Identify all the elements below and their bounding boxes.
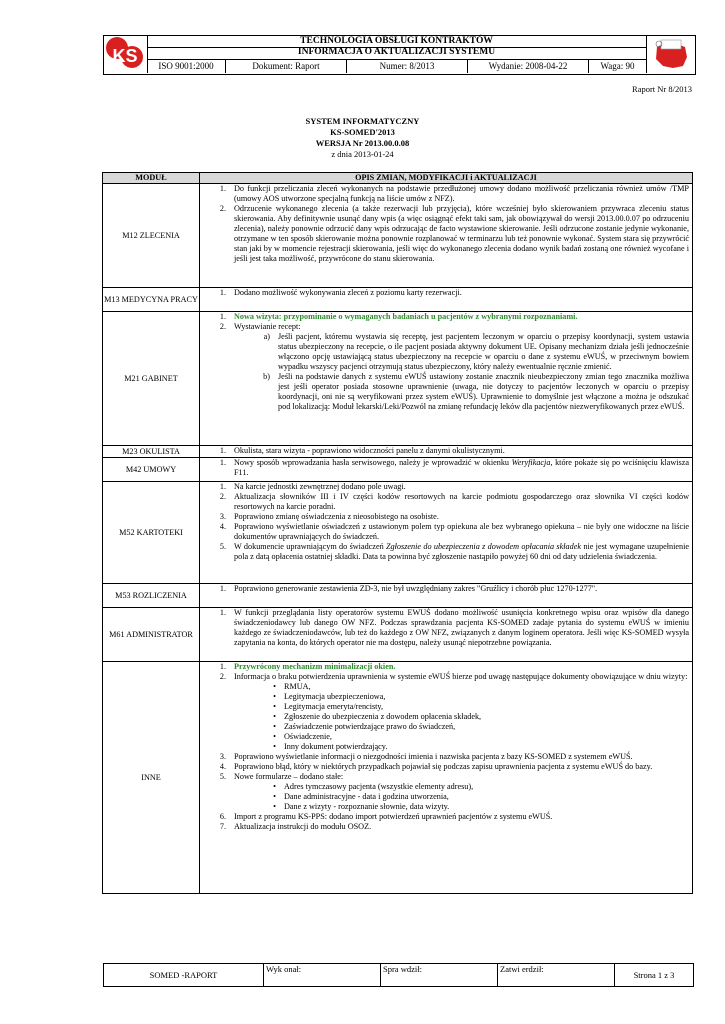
list-item: Nowa wizyta: przypominanie o wymaganych badaniach u pacjentów z wybranymi rozpoznaniami. [234,312,578,321]
module-name: M21 GABINET [103,312,200,446]
sub-item: Jeśli pacjent, któremu wystawia się receptę, jest pacjentem leczonym w oparciu o przepisy koordynacji, system ustawia status ubezpieczony na recepcie, o ile pacjent posiada aktywny dokument UE. Opisany mechanizm działa jeśli jednocześnie włączono opcję ustawiającą status ubezpieczony na recepcie w oparciu o dane z systemu eWUŚ, w przeciwnym bowiem wypadku wszyscy pacjenci otrzymują status ubezpieczony, który należy ewentualnie ręcznie zmienić. [278,332,689,371]
module-description: 1. Okulista, stara wizyta - poprawiono widoczności panelu z danymi okulistycznymi. [200,446,693,458]
table-row [103,312,693,446]
list-item: W funkcji przeglądania listy operatorów systemu EWUŚ dodano możliwość usunięcia konkretnego wpisu oraz wpisów dla danego świadczeniodawcy lub danego OW NFZ. Podczas sprawdzania pacjenta KS-SOMED zadaje pytania do systemu eWUŚ w imieniu każdego ze świadczeniodawców, lub też do każdego z OW NFZ, związanych z danym loginem operatora. Jeśli więc KS-SOMED wysyła zapytania na konta, do których operator nie ma dostępu, należy usunąć niepotrzebne powiązania. [234,608,689,647]
module-description: 1. Poprawiono generowanie zestawienia ZD-3, nie był uwzględniany zakres "Gruźlicy i chorób płuc 1270-1277". [200,584,693,608]
footer-checked-by: Spra wdził: [381,964,498,987]
col-description-header: OPIS ZMIAN, MODYFIKACJI i AKTUALIZACJI [200,173,693,184]
list-item: Wystawianie recept: [234,322,301,331]
table-row [103,482,693,584]
module-name: M23 OKULISTA [103,446,200,458]
svg-text:KS: KS [112,46,138,66]
module-description: 1. Na karcie jednostki zewnętrznej dodano pole uwagi. 2. Aktualizacja słowników III i IV części kodów resortowych na karcie podmiotu gospodarczego oraz słownika VI części kodów resortowych na karcie poradni. 3. Poprawiono zmianę oświadczenia z nieosobistego na osobiste. 4. Poprawiono wyświetlanie oświadczeń z ustawionym polem typ opiekuna ale bez wybranego opiekuna – nie były one widoczne na liście dokumentów uprawniających do świadczeń. 5. W dokumencie uprawniającym do świadczeń Zgłoszenie do ubezpieczenia z dowodem opłacania składek nie jest wymagane uzupełnienie pola z datą opłacenia ostatniej składki. Data ta powinna być zgłoszenie nastąpiło powyżej 60 dni od daty udzielenia świadczenia. [200,482,693,584]
bullet-item: Dane administracyjne - data i godzina utworzenia, [284,792,449,801]
bullet-item: Oświadczenie, [284,732,332,741]
document-number: Numer: 8/2013 [347,60,468,73]
list-item: Import z programu KS-PPS: dodano import potwierdzeń uprawnień pacjentów z systemu eWUŚ. [234,812,553,821]
list-item: Aktualizacja słowników III i IV części kodów resortowych na karcie podmiotu gospodarczego oraz słownika VI części kodów resortowych na karcie poradni. [234,492,689,511]
weight: Waga: 90 [600,61,635,71]
module-description: 1. Nowy sposób wprowadzania hasła serwisowego, należy je wprowadzić w okienku Weryfikacja, które pokaże się po wciśnięciu klawisza F11. [200,458,693,482]
header-line2: INFORMACJA O AKTUALIZACJI SYSTEMU [297,47,496,57]
document-footer [103,963,694,987]
list-item: Aktualizacja instrukcji do modułu OSOZ. [234,822,372,831]
header-meta-row [147,59,646,73]
col-module-header: MODUŁ [103,173,200,184]
document-type: Dokument: Raport [226,60,347,73]
table-row [103,184,693,288]
title-product: KS-SOMED'2013 [330,127,395,137]
bullet-item: Adres tymczasowy pacjenta (wszystkie elementy adresu), [284,782,474,791]
module-name: M42 UMOWY [103,458,200,482]
module-name: INNE [103,662,200,894]
list-item: Przywrócony mechanizm minimalizacji okien. [234,662,396,671]
list-item: Okulista, stara wizyta - poprawiono widoczności panelu z danymi okulistycznymi. [234,446,505,455]
table-row [103,288,693,312]
bullet-item: Inny dokument potwierdzający. [284,742,388,751]
poland-map-icon [647,35,695,73]
table-row [103,458,693,482]
list-item: Poprawiono wyświetlanie informacji o niezgodności imienia i nazwiska pacjenta z bazy KS-SOMED z systemem eWUŚ. [234,752,633,761]
list-item: W dokumencie uprawniającym do świadczeń Zgłoszenie do ubezpieczenia z dowodem opłacania składek nie jest wymagane uzupełnienie pola z datą opłacenia ostatniej składki. Data ta powinna być zgłoszenie nastąpiło powyżej 60 dni od daty udzielenia świadczenia. [234,542,689,561]
module-description: 1. W funkcji przeglądania listy operatorów systemu EWUŚ dodano możliwość usunięcia konkretnego wpisu oraz wpisów dla danego świadczeniodawcy lub danego OW NFZ. Podczas sprawdzania pacjenta KS-SOMED zadaje pytania do systemu eWUŚ w imieniu każdego ze świadczeniodawców, lub też do każdego z OW NFZ, związanych z danym loginem operatora. Jeśli więc KS-SOMED wysyła zapytania na konta, do których operator nie ma dostępu, należy usunąć niepotrzebne powiązania. [200,608,693,662]
list-item: Poprawiono generowanie zestawienia ZD-3, nie był uwzględniany zakres "Gruźlicy i chorób płuc 1270-1277". [234,584,598,593]
list-item: Do funkcji przeliczania zleceń wykonanych na podstawie przedłużonej umowy dodano możliwość przeliczania również umów /TMP (umowy AOS utworzone specjalną funkcją na liście umów z NFZ). [234,184,689,203]
list-item: Nowe formularze – dodano stałe: [234,772,344,781]
module-description: 1. Dodano możliwość wykonywania zleceń z poziomu karty rezerwacji. [200,288,693,312]
table-row [103,662,693,894]
list-item: Dodano możliwość wykonywania zleceń z poziomu karty rezerwacji. [234,288,462,297]
footer-page-number: Strona 1 z 3 [615,964,694,987]
bullet-item: Legitymacja ubezpieczeniowa, [284,692,386,701]
module-name: M13 MEDYCYNA PRACY [103,288,200,312]
table-row [103,446,693,458]
report-number: Raport Nr 8/2013 [632,84,692,94]
title-version: WERSJA Nr 2013.00.0.08 [315,138,410,148]
module-description: 1. Do funkcji przeliczania zleceń wykonanych na podstawie przedłużonej umowy dodano możliwość przeliczania również umów /TMP (umowy AOS utworzone specjalną funkcją na liście umów z NFZ). 2. Odrzucenie wykonanego zlecenia (a także rezerwacji lub przyjęcia), które wcześniej było skierowaniem przywraca zleceniu status skierowania. Aby definitywnie usunąć dany wpis (a więc osiągnąć efekt taki sam, jak obowiązywał do wersji 2013.00.0.07 po odrzuceniu zlecenia), należy ponownie odrzucić dany wpis odrzucając de facto wystawione skierowanie. Jeśli odrzucone zostanie jedynie wykonanie, otrzymane w ten sposób skierowanie można ponownie rozplanować w terminarzu lub też ponownie wykonać. System stara się przywrócić stan jaki by w momencie rejestracji skierowania, jeśli więc do wykonanego zlecenia dodano wynik badań zostaną one również wycofane i jeśli jest taka możliwość, przywrócone do stanu skierowania. [200,184,693,288]
iso-label: ISO 9001:2000 [147,60,226,73]
module-description: 1. Przywrócony mechanizm minimalizacji okien. 2. Informacja o braku potwierdzenia uprawnienia w systemie eWUŚ bierze pod uwagę następujące dokumenty obowiązujące w dniu wizyty: • RMUA, • Legitymacja ubezpieczeniowa, • Legitymacja emeryta/rencisty, • Zgłoszenie do ubezpieczenia z dowodem opłacenia składek, • Zaświadczenie potwierdzające prawo do świadczeń, • Oświadczenie, • Inny dokument potwierdzający. 3. Poprawiono wyświetlanie informacji o niezgodności imienia i nazwiska pacjenta z bazy KS-SOMED z systemem eWUŚ. 4. Poprawiono błąd, który w niektórych przypadkach pojawiał się podczas zapisu uprawnienia pacjenta z systemu eWUŚ do bazy. 5. Nowe formularze – dodano stałe: • Adres tymczasowy pacjenta (wszystkie elementy adresu), • Dane administracyjne - data i godzina utworzenia, • Dane z wizyty - rozpoznanie słownie, data wizyty. 6. Import z programu KS-PPS: dodano import potwierdzeń uprawnień pacjentów z systemu eWUŚ. 7. Aktualizacja instrukcji do modułu OSOZ. [200,662,693,894]
list-item: Informacja o braku potwierdzenia uprawnienia w systemie eWUŚ bierze pod uwagę następujące dokumenty obowiązujące w dniu wizyty: [234,672,688,681]
issue-date: Wydanie: 2008-04-22 [468,60,589,73]
list-item: Na karcie jednostki zewnętrznej dodano pole uwagi. [234,482,406,491]
bullet-item: RMUA, [284,682,311,691]
bullet-item: Zaświadczenie potwierdzające prawo do świadczeń, [284,722,456,731]
bullet-item: Legitymacja emeryta/rencisty, [284,702,384,711]
sub-item: Jeśli na podstawie danych z systemu eWUŚ ustawiony zostanie znacznik nieubezpieczony zmian tego znacznika możliwa jest jeśli operator posiada stosowne uprawnienie (uwaga, nie dotyczy to pacjentów leczonych w oparciu o przepisy koordynacji, oni nie są weryfikowani przez system eWUŚ). Uprawnienie to domyślnie jest włączone a można je odszukać pod lokalizacją: Moduł lekarski/Leki/Pozwól na zmianę refundację leków dla pacjentów niezweryfikowanych przez eWUŚ. [278,372,689,411]
header-line1: TECHNOLOGIA OBSŁUGI KONTRAKTÓW [300,36,493,46]
module-name: M53 ROZLICZENIA [103,584,200,608]
footer-approved-by: Zatwi erdził: [498,964,615,987]
module-description: 1. Nowa wizyta: przypominanie o wymaganych badaniach u pacjentów z wybranymi rozpoznaniami. 2. Wystawianie recept: a) Jeśli pacjent, któremu wystawia się receptę, jest pacjentem leczonym w oparciu o przepisy koordynacji, system ustawia status ubezpieczony na recepcie, o ile pacjent posiada aktywny dokument UE. Opisany mechanizm działa jeśli jednocześnie włączono opcję ustawiającą status ubezpieczony na recepcie w oparciu o dane z systemu eWUŚ, w przeciwnym bowiem wypadku wszyscy pacjenci otrzymują status ubezpieczony, który należy ewentualnie ręcznie zmienić. b) Jeśli na podstawie danych z systemu eWUŚ ustawiony zostanie znacznik nieubezpieczony zmian tego znacznika możliwa jest jeśli operator posiada stosowne uprawnienie (uwaga, nie dotyczy to pacjentów leczonych w oparciu o przepisy koordynacji, oni nie są weryfikowani przez system eWUŚ). Uprawnienie to domyślnie jest włączone a można je odszukać pod lokalizacją: Moduł lekarski/Leki/Pozwól na zmianę refundację leków dla pacjentów niezweryfikowanych przez eWUŚ. [200,312,693,446]
list-item: Nowy sposób wprowadzania hasła serwisowego, należy je wprowadzić w okienku Weryfikacja, które pokaże się po wciśnięciu klawisza F11. [234,458,689,477]
table-header-row [103,173,693,184]
module-name: M61 ADMINISTRATOR [103,608,200,662]
ks-logo-icon [103,35,147,73]
list-item: Poprawiono zmianę oświadczenia z nieosobistego na osobiste. [234,512,439,521]
footer-doc-name: SOMED -RAPORT [104,964,264,987]
module-name: M12 ZLECENIA [103,184,200,288]
module-name: M52 KARTOTEKI [103,482,200,584]
certification-seal [646,35,695,73]
bullet-item: Zgłoszenie do ubezpieczenia z dowodem opłacenia składek, [284,712,482,721]
bullet-item: Dane z wizyty - rozpoznanie słownie, data wizyty. [284,802,450,811]
list-item: Poprawiono wyświetlanie oświadczeń z ustawionym polem typ opiekuna ale bez wybranego opiekuna – nie były one widoczne na liście dokumentów uprawniających do świadczeń. [234,522,689,541]
company-logo [103,35,148,73]
table-row [103,584,693,608]
title-system: SYSTEM INFORMATYCZNY [305,116,420,126]
title-date: z dnia 2013-01-24 [331,149,394,159]
changes-table [102,172,693,894]
list-item: Poprawiono błąd, który w niektórych przypadkach pojawiał się podczas zapisu uprawnienia pacjenta z systemu eWUŚ do bazy. [234,762,653,771]
table-row [103,608,693,662]
footer-executed-by: Wyk onał: [264,964,381,987]
list-item: Odrzucenie wykonanego zlecenia (a także rezerwacji lub przyjęcia), które wcześniej było skierowaniem przywraca zleceniu status skierowania. Aby definitywnie usunąć dany wpis (a więc osiągnąć efekt taki sam, jak obowiązywał do wersji 2013.00.0.07 po odrzuceniu zlecenia), należy ponownie odrzucić dany wpis odrzucając de facto wystawione skierowanie. Jeśli odrzucone zostanie jedynie wykonanie, otrzymane w ten sposób skierowanie można ponownie rozplanować w terminarzu lub też ponownie wykonać. System stara się przywrócić stan jaki by w momencie rejestracji skierowania, jeśli więc do wykonanego zlecenia dodano wynik badań zostaną one również wycofane i jeśli jest taka możliwość, przywrócone do stanu skierowania. [234,204,689,263]
